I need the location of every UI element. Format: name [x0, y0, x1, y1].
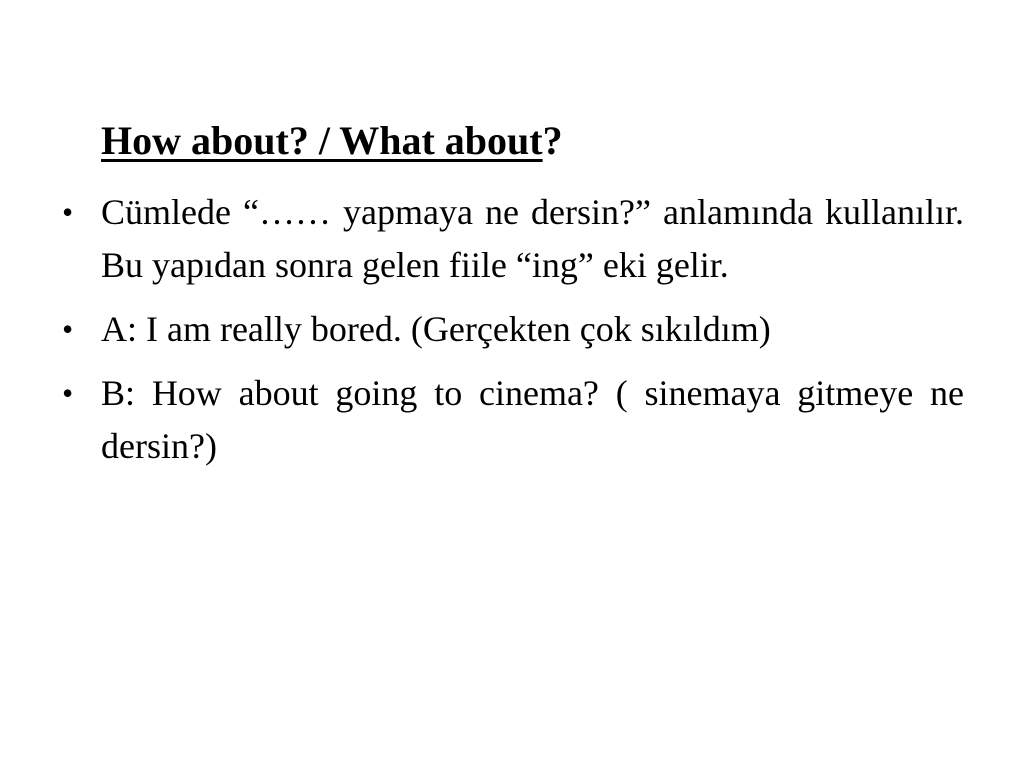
bullet-icon: •	[62, 194, 74, 230]
bullet-text-example-b: B: How about going to cinema? ( sinemaya gitmeye ne dersin?)	[101, 373, 964, 466]
slide-title-mark: ?	[542, 118, 563, 163]
bullet-item-example-a	[62, 303, 964, 356]
bullet-text-example-a: A: I am really bored. (Gerçekten çok sıkıldım)	[101, 309, 771, 349]
bullet-list	[62, 186, 964, 473]
bullet-item-example-b	[62, 367, 964, 473]
bullet-icon: •	[62, 375, 74, 411]
bullet-icon: •	[62, 311, 74, 347]
slide-title-underlined: How about? / What about	[101, 118, 543, 163]
bullet-item-usage	[62, 186, 964, 292]
slide-title	[101, 112, 563, 170]
bullet-text-usage: Cümlede “…… yapmaya ne dersin?” anlamında kullanılır. Bu yapıdan sonra gelen fiile “ing” eki gelir.	[101, 192, 964, 285]
